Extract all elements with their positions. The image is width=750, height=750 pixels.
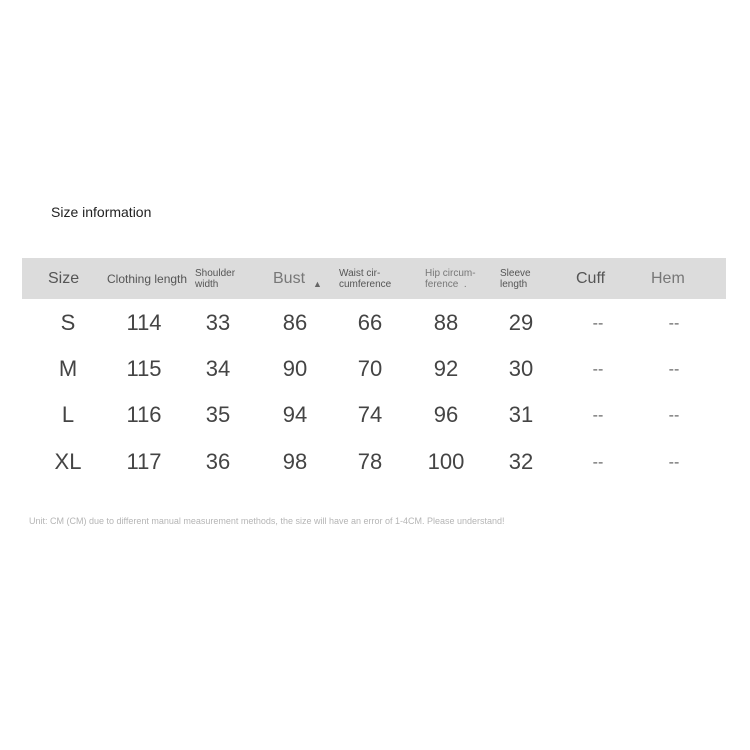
header-hip-line1: Hip circum-: [425, 268, 476, 279]
cell-size: XL: [54, 449, 82, 474]
cell-cuff: --: [592, 315, 604, 332]
header-cuff: Cuff: [576, 270, 606, 287]
cell-hem: --: [668, 454, 680, 471]
cell-shoulder: 36: [205, 449, 231, 474]
cell-hem: --: [668, 361, 680, 378]
cell-sleeve: 31: [508, 402, 534, 427]
cell-waist: 66: [357, 310, 383, 335]
header-bust-mark: ▲: [313, 279, 322, 289]
cell-bust: 94: [282, 402, 308, 427]
cell-length: 115: [126, 356, 162, 381]
cell-shoulder: 33: [205, 310, 231, 335]
cell-sleeve: 30: [508, 356, 534, 381]
measurement-note: Unit: CM (CM) due to different manual measurement methods, the size will have an error of 1-4CM. Please understand!: [29, 516, 505, 526]
cell-bust: 90: [282, 356, 308, 381]
header-sleeve-length: [500, 268, 531, 290]
header-hip-circumference: [425, 268, 476, 290]
cell-bust: 86: [282, 310, 308, 335]
cell-size: M: [58, 356, 78, 381]
cell-length: 116: [126, 402, 162, 427]
cell-sleeve: 29: [508, 310, 534, 335]
header-sleeve-line1: Sleeve: [500, 268, 531, 279]
cell-shoulder: 35: [205, 402, 231, 427]
cell-length: 114: [126, 310, 162, 335]
header-bust: Bust: [273, 270, 306, 287]
cell-sleeve: 32: [508, 449, 534, 474]
header-waist-line2: cumference: [339, 279, 392, 290]
cell-cuff: --: [592, 361, 604, 378]
header-waist-line1: Waist cir-: [339, 268, 381, 279]
header-waist-circumference: [339, 268, 391, 290]
cell-hem: --: [668, 407, 680, 424]
header-hip-line2: ference .: [425, 279, 467, 290]
page-title: Size information: [51, 204, 152, 220]
cell-cuff: --: [592, 407, 604, 424]
cell-bust: 98: [282, 449, 308, 474]
header-shoulder-width: [195, 268, 235, 290]
header-size: Size: [48, 270, 80, 287]
cell-hip: 88: [433, 310, 459, 335]
cell-cuff: --: [592, 454, 604, 471]
header-clothing-length: Clothing length: [107, 272, 188, 286]
header-shoulder-line2: width: [195, 279, 219, 290]
header-hem: Hem: [651, 270, 685, 287]
cell-waist: 70: [357, 356, 383, 381]
cell-hip: 100: [427, 449, 465, 474]
cell-size: S: [60, 310, 76, 335]
cell-hip: 96: [433, 402, 459, 427]
header-shoulder-line1: Shoulder: [195, 268, 236, 279]
cell-shoulder: 34: [205, 356, 231, 381]
cell-waist: 78: [357, 449, 383, 474]
cell-hem: --: [668, 315, 680, 332]
header-sleeve-line2: length: [500, 279, 528, 290]
cell-size: L: [61, 402, 75, 427]
cell-hip: 92: [433, 356, 459, 381]
cell-waist: 74: [357, 402, 383, 427]
cell-length: 117: [126, 449, 162, 474]
